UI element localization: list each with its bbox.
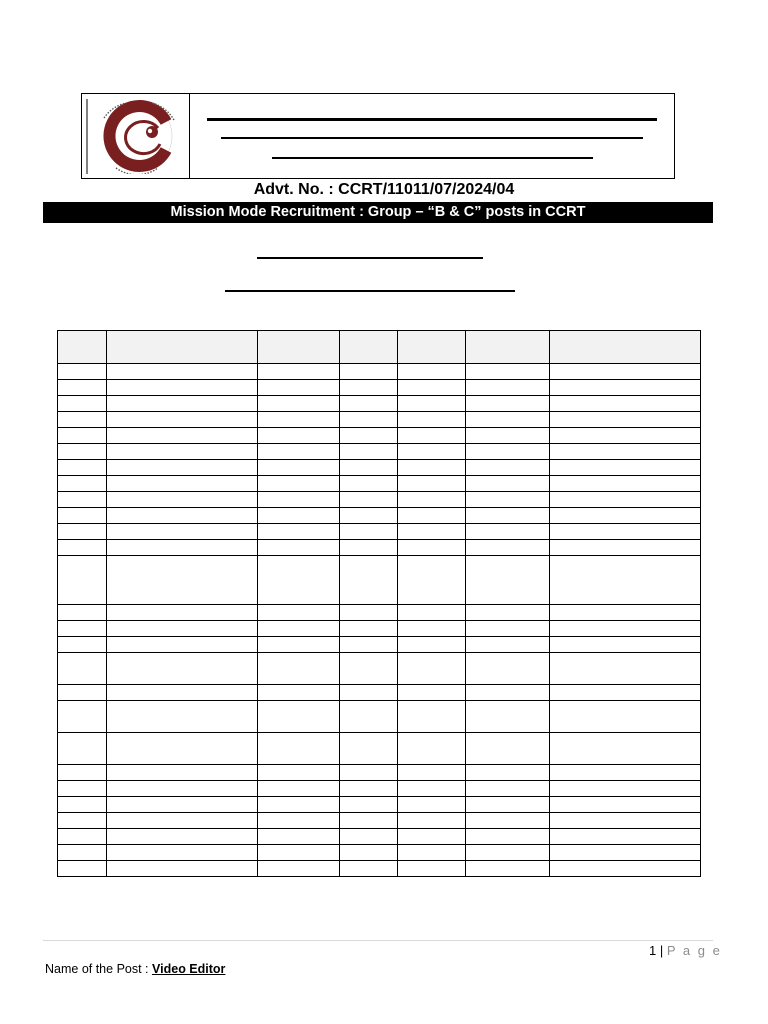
posts-table [57, 330, 701, 877]
table-row [58, 829, 701, 845]
advt-number: Advt. No. : CCRT/11011/07/2024/04 [253, 181, 515, 198]
table-row [58, 476, 701, 492]
table-row [58, 540, 701, 556]
post-label: Name of the Post : [45, 962, 149, 976]
title-line-2 [221, 137, 643, 139]
table-row [58, 428, 701, 444]
table-row [58, 845, 701, 861]
table-row [58, 556, 701, 605]
table-row [58, 797, 701, 813]
subtitle-line-1 [257, 257, 483, 259]
table-row [58, 685, 701, 701]
table-row [58, 492, 701, 508]
table-row [58, 701, 701, 733]
title-line-3 [272, 157, 593, 159]
post-name-line [45, 961, 225, 977]
table-row [58, 733, 701, 765]
title-line-1 [207, 118, 657, 121]
table-row [58, 364, 701, 380]
subtitle-line-2 [225, 290, 515, 292]
table-row [58, 765, 701, 781]
page-number-value: 1 [649, 943, 657, 958]
table-row [58, 396, 701, 412]
post-value: Video Editor [152, 962, 226, 976]
table-header-row [58, 331, 701, 364]
table-row [58, 380, 701, 396]
table-row [58, 444, 701, 460]
recruitment-banner: Mission Mode Recruitment : Group – “B & C” posts in CCRT [43, 202, 713, 223]
table-row [58, 524, 701, 540]
page-separator: | [659, 943, 664, 958]
table-row [58, 781, 701, 797]
page-word: P a g e [666, 943, 722, 958]
table-row [58, 460, 701, 476]
table-row [58, 861, 701, 877]
table-row [58, 412, 701, 428]
table-row [58, 637, 701, 653]
table-row [58, 605, 701, 621]
table-row [58, 621, 701, 637]
footer-rule [43, 940, 713, 941]
ccrt-emblem-icon [86, 98, 185, 174]
page-number [649, 943, 722, 959]
table-row [58, 813, 701, 829]
table-row [58, 508, 701, 524]
table-row [58, 653, 701, 685]
